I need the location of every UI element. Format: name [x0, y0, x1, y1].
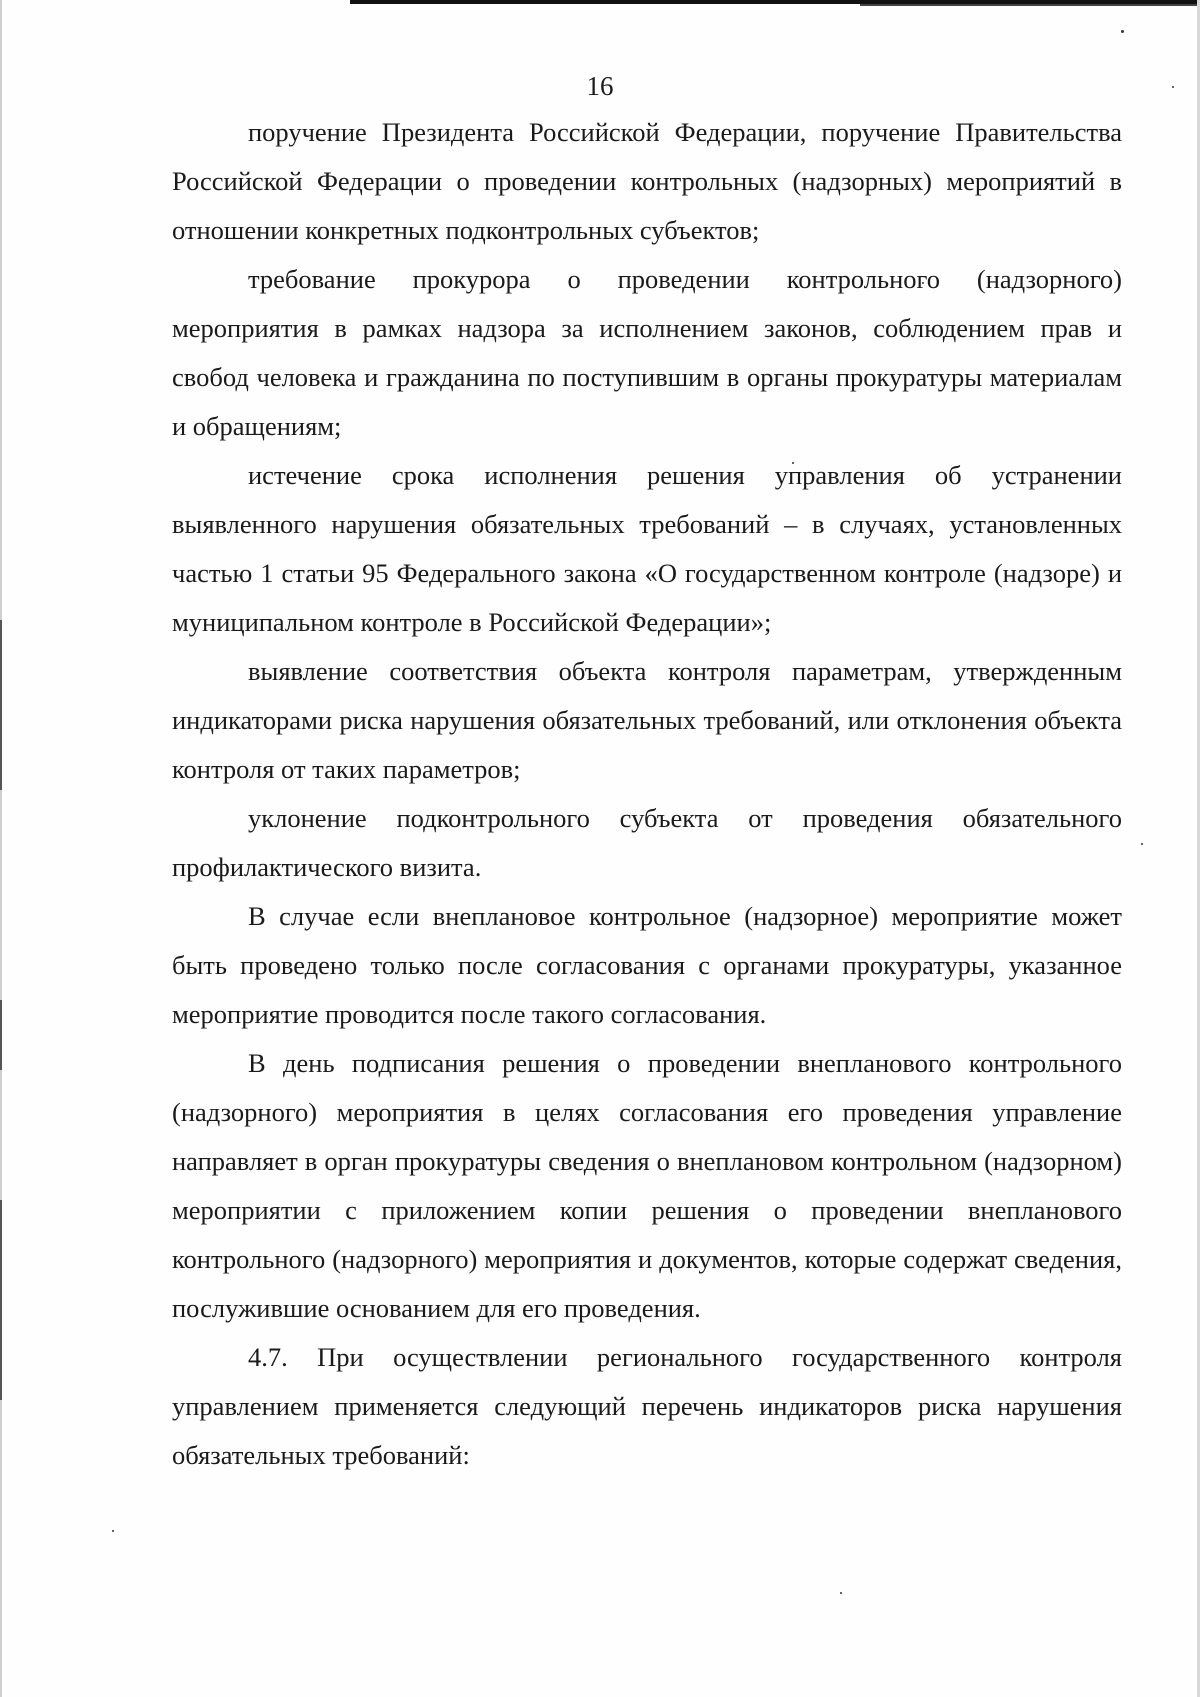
scan-border-top-thin — [860, 4, 1200, 6]
paragraph: требование прокурора о проведении контрольного (надзорного) мероприятия в рамках надзора за исполнением законов, соблюдением прав и свобод человека и гражданина по поступившим в органы прокуратуры материалам и обращениям; — [172, 264, 1122, 441]
paragraph: поручение Президента Российской Федерации, поручение Правительства Российской Федерации о проведении контрольных (надзорных) мероприятий в отношении конкретных подконтрольных субъектов; — [172, 117, 1122, 245]
scan-border-left — [0, 0, 2, 1697]
scan-speck — [840, 1592, 842, 1594]
scan-mark-left — [0, 1000, 2, 1070]
scan-speck — [1121, 30, 1124, 33]
scan-mark-left — [0, 1200, 2, 1400]
page-number: 16 — [586, 71, 614, 101]
document-body — [172, 108, 1122, 1480]
scan-speck — [112, 1530, 114, 1532]
scan-speck — [1141, 843, 1143, 845]
scan-mark-left — [0, 620, 2, 790]
paragraph: В случае если внеплановое контрольное (надзорное) мероприятие может быть проведено только после согласования с органами прокуратуры, указанное мероприятие проводится после такого согласования. — [172, 901, 1122, 1029]
paragraph: уклонение подконтрольного субъекта от проведения обязательного профилактического визита. — [172, 803, 1122, 882]
paragraph: выявление соответствия объекта контроля параметрам, утвержденным индикаторами риска нарушения обязательных требований, или отклонения объекта контроля от таких параметров; — [172, 656, 1122, 784]
paragraph: 4.7. При осуществлении регионального государственного контроля управлением применяется следующий перечень индикаторов риска нарушения обязательных требований: — [172, 1342, 1122, 1470]
paragraph: В день подписания решения о проведении внепланового контрольного (надзорного) мероприятия в целях согласования его проведения управление направляет в орган прокуратуры сведения о внеплановом контрольном (надзорном) мероприятии с приложением копии решения о проведении внепланового контрольного (надзорного) мероприятия и документов, которые содержат сведения, послужившие основанием для его проведения. — [172, 1048, 1122, 1323]
paragraph: истечение срока исполнения решения управления об устранении выявленного нарушения обязательных требований – в случаях, установленных частью 1 статьи 95 Федерального закона «О государственном контроле (надзоре) и муниципальном контроле в Российской Федерации»; — [172, 460, 1122, 637]
